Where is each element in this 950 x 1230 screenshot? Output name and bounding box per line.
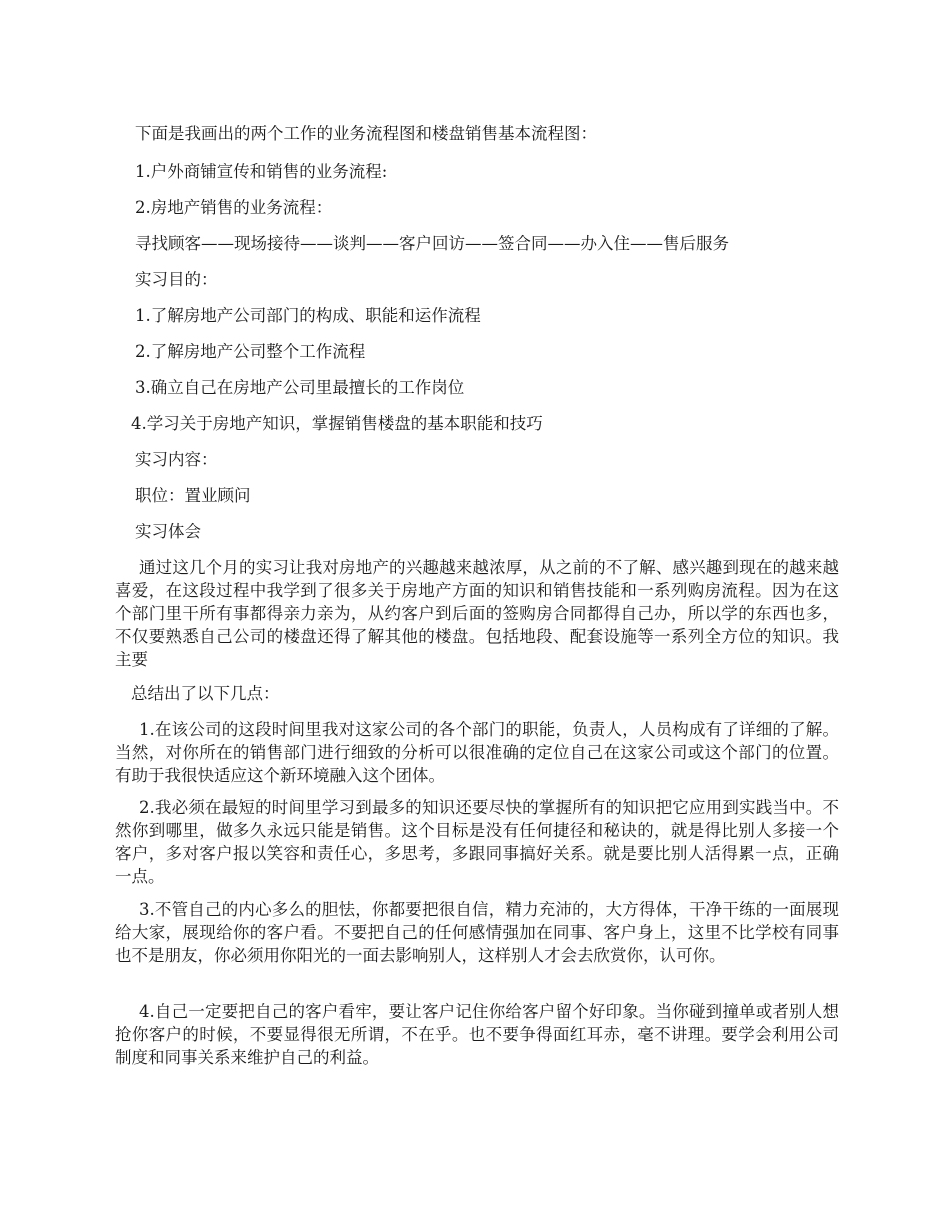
summary-point: 3.不管自己的内心多么的胆怯，你都要把很自信，精力充沛的，大方得体，干净干练的一面展现给大家，展现给你的客户看。不要把自己的任何感情强加在同事、客户身上，这里不比学校有同事也不是朋友，你必须用你阳光的一面去影响别人，这样别人才会去欣赏你，认可你。 bbox=[115, 900, 839, 965]
flow-title-1: 1.户外商铺宣传和销售的业务流程: bbox=[135, 162, 388, 181]
purpose-item: 4.学习关于房地产知识，掌握销售楼盘的基本职能和技巧 bbox=[131, 414, 543, 433]
experience-heading: 实习体会 bbox=[135, 522, 201, 541]
content-heading: 实习内容： bbox=[135, 450, 218, 469]
purpose-item: 2.了解房地产公司整个工作流程 bbox=[135, 342, 366, 361]
intro-line: 下面是我画出的两个工作的业务流程图和楼盘销售基本流程图： bbox=[135, 124, 597, 143]
purpose-heading: 实习目的： bbox=[135, 270, 218, 289]
purpose-item: 1.了解房地产公司部门的构成、职能和运作流程 bbox=[135, 306, 481, 325]
summary-point: 2.我必须在最短的时间里学习到最多的知识还要尽快的掌握所有的知识把它应用到实践当中。不然你到哪里，做多久永远只能是销售。这个目标是没有任何捷径和秘诀的，就是得比别人多接一个客户，多对客户报以笑容和责任心，多思考，多跟同事搞好关系。就是要比别人活得累一点，正确一点。 bbox=[115, 798, 839, 886]
flow-steps: 寻找顾客——现场接待——谈判——客户回访——签合同——办入住——售后服务 bbox=[135, 234, 729, 253]
flow-title-2: 2.房地产销售的业务流程： bbox=[135, 198, 333, 217]
purpose-item: 3.确立自己在房地产公司里最擅长的工作岗位 bbox=[135, 378, 465, 397]
position-line: 职位：置业顾问 bbox=[135, 486, 251, 505]
summary-point: 4.自己一定要把自己的客户看牢，要让客户记住你给客户留个好印象。当你碰到撞单或者别人想抢你客户的时候，不要显得很无所谓，不在乎。也不要争得面红耳赤，毫不讲理。要学会利用公司制度和同事关系来维护自己的利益。 bbox=[115, 1002, 839, 1067]
summary-point: 1.在该公司的这段时间里我对这家公司的各个部门的职能，负责人，人员构成有了详细的了解。当然，对你所在的销售部门进行细致的分析可以很准确的定位自己在这家公司或这个部门的位置。有助于我很快适应这个新环境融入这个团体。 bbox=[115, 720, 839, 785]
summary-heading: 总结出了以下几点： bbox=[131, 684, 280, 703]
experience-paragraph: 通过这几个月的实习让我对房地产的兴趣越来越浓厚，从之前的不了解、感兴趣到现在的越来越喜爱，在这段过程中我学到了很多关于房地产方面的知识和销售技能和一系列购房流程。因为在这个部门里干所有事都得亲力亲为，从约客户到后面的签购房合同都得自己办，所以学的东西也多，不仅要熟悉自己公司的楼盘还得了解其他的楼盘。包括地段、配套设施等一系列全方位的知识。我主要 bbox=[115, 558, 839, 669]
